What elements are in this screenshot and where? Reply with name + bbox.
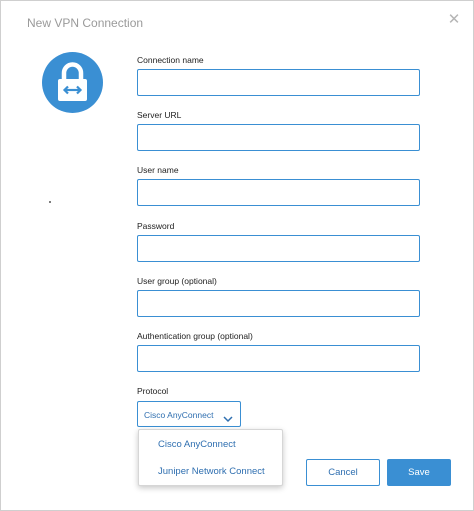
protocol-option-cisco[interactable]: Cisco AnyConnect xyxy=(158,439,236,450)
user-name-input[interactable] xyxy=(137,179,420,206)
save-button[interactable]: Save xyxy=(387,459,451,486)
lock-with-arrows-icon xyxy=(42,52,103,113)
user-name-label: User name xyxy=(137,165,179,175)
server-url-input[interactable] xyxy=(137,124,420,151)
protocol-option-juniper[interactable]: Juniper Network Connect xyxy=(158,466,265,477)
auth-group-label: Authentication group (optional) xyxy=(137,331,253,341)
user-group-label: User group (optional) xyxy=(137,276,217,286)
cancel-button[interactable]: Cancel xyxy=(306,459,380,486)
stray-dot xyxy=(49,201,51,203)
protocol-select[interactable] xyxy=(137,401,241,427)
dialog-title: New VPN Connection xyxy=(27,16,144,30)
connection-name-input[interactable] xyxy=(137,69,420,96)
password-label: Password xyxy=(137,221,175,231)
protocol-dropdown-menu xyxy=(138,429,283,486)
user-group-input[interactable] xyxy=(137,290,420,317)
connection-name-label: Connection name xyxy=(137,55,204,65)
chevron-down-icon xyxy=(223,410,233,428)
protocol-label: Protocol xyxy=(137,386,169,396)
close-icon[interactable]: ✕ xyxy=(447,11,461,28)
protocol-selected-value: Cisco AnyConnect xyxy=(144,410,214,420)
password-input[interactable] xyxy=(137,235,420,262)
server-url-label: Server URL xyxy=(137,110,182,120)
auth-group-input[interactable] xyxy=(137,345,420,372)
